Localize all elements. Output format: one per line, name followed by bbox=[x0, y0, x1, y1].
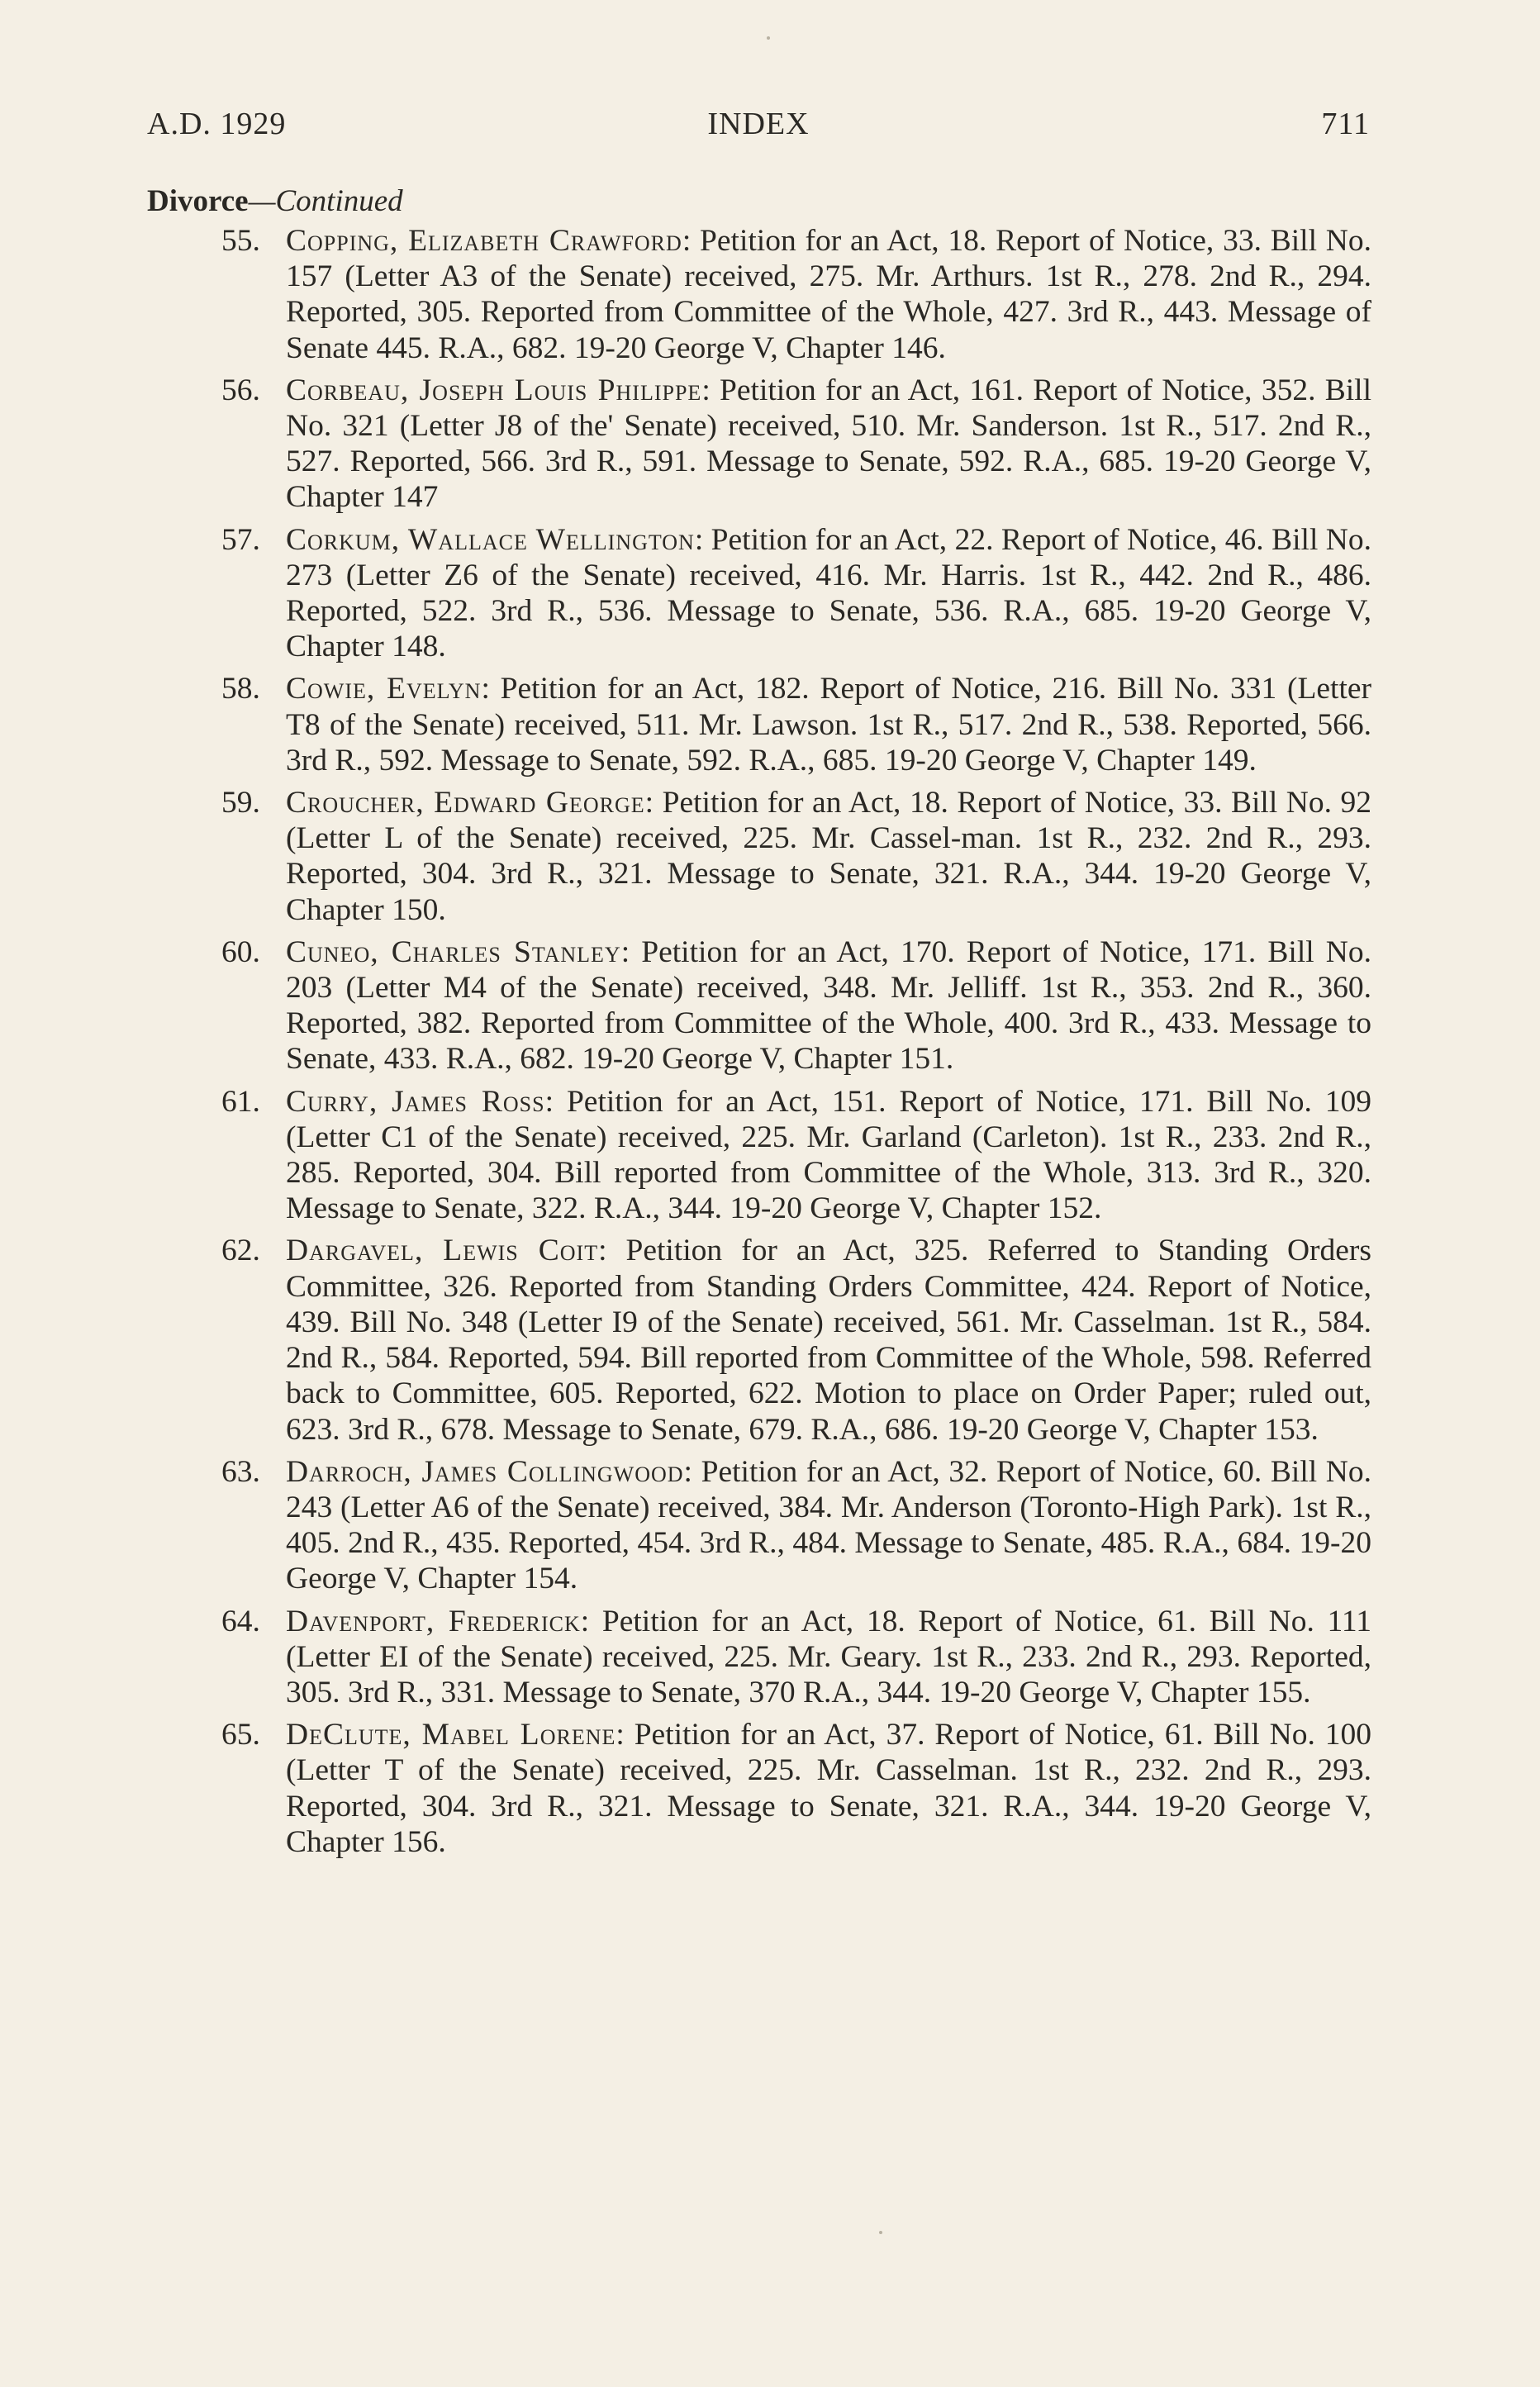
entry-name: Cowie, Evelyn bbox=[286, 672, 482, 706]
entry-name: DeClute, Mabel Lorene bbox=[286, 1718, 616, 1752]
entry-name: Copping, Elizabeth Crawford bbox=[286, 224, 682, 258]
section-heading-continued: —Continued bbox=[248, 184, 403, 218]
header-title: INDEX bbox=[707, 107, 810, 141]
entry-number: 65. bbox=[221, 1718, 260, 1752]
entry-text: Petition for an Act, 32. Report of Notice, 60. Bill No. 243 (Letter A6 of the Senate) received, 384. Mr. Anderson (Toronto-High Park). 1st R., 405. 2nd R., 435. Reported, 454. 3rd R., 484. Message to Senate, 485. R.A., 684. 19-20 George V, Chapter 154. bbox=[286, 1454, 1372, 1596]
entry-text: Petition for an Act, 325. Referred to Standing Orders Committee, 326. Reported from Standing Orders Committee, 424. Report of Notice, 439. Bill No. 348 (Letter I9 of the Senate) received, 561. Mr. Casselman. 1st R., 584. 2nd R., 584. Reported, 594. Bill reported from Committee of the Whole, 598. Referred back to Committee, 605. Reported, 622. Motion to place on Order Paper; ruled out, 623. 3rd R., 678. Message to Senate, 679. R.A., 686. 19-20 George V, Chapter 153. bbox=[286, 1234, 1371, 1447]
entry-number: 62. bbox=[221, 1234, 260, 1268]
index-entry: 57. Corkum, Wallace Wellington: Petition for an Act, 22. Report of Notice, 46. Bill No. 273 (Letter Z6 of the Senate) received, 416. Mr. Harris. 1st R., 442. 2nd R., 486. Reported, 522. 3rd R., 536. Message to Senate, 536. R.A., 685. 19-20 George V, Chapter 148. bbox=[221, 522, 1371, 664]
entry-text: Petition for an Act, 151. Report of Notice, 171. Bill No. 109 (Letter C1 of the Senate) received, 225. Mr. Garland (Carleton). 1st R., 233. 2nd R., 285. Reported, 304. Bill reported from Committee of the Whole, 313. 3rd R., 320. Message to Senate, 322. R.A., 344. 19-20 George V, Chapter 152. bbox=[286, 1084, 1372, 1226]
index-entry: 58. Cowie, Evelyn: Petition for an Act, 182. Report of Notice, 216. Bill No. 331 (Letter T8 of the Senate) received, 511. Mr. Lawson. 1st R., 517. 2nd R., 538. Reported, 566. 3rd R., 592. Message to Senate, 592. R.A., 685. 19-20 George V, Chapter 149. bbox=[221, 672, 1371, 777]
index-entry: 60. Cuneo, Charles Stanley: Petition for an Act, 170. Report of Notice, 171. Bill No. 203 (Letter M4 of the Senate) received, 348. Mr. Jelliff. 1st R., 353. 2nd R., 360. Reported, 382. Reported from Committee of the Whole, 400. 3rd R., 433. Message to Senate, 433. R.A., 682. 19-20 George V, Chapter 151. bbox=[221, 934, 1372, 1077]
entry-number: 61. bbox=[221, 1084, 260, 1119]
index-entry: 63. Darroch, James Collingwood: Petition for an Act, 32. Report of Notice, 60. Bill No. 243 (Letter A6 of the Senate) received, 384. Mr. Anderson (Toronto-High Park). 1st R., 405. 2nd R., 435. Reported, 454. 3rd R., 484. Message to Senate, 485. R.A., 684. 19-20 George V, Chapter 154. bbox=[221, 1454, 1372, 1596]
entry-number: 55. bbox=[221, 224, 260, 258]
entry-name: Cuneo, Charles Stanley bbox=[286, 934, 621, 969]
entry-name: Curry, James Ross bbox=[286, 1084, 545, 1119]
page-number: 711 bbox=[1321, 107, 1370, 141]
entry-text: Petition for an Act, 182. Report of Notice, 216. Bill No. 331 (Letter T8 of the Senate) received, 511. Mr. Lawson. 1st R., 517. 2nd R., 538. Reported, 566. 3rd R., 592. Message to Senate, 592. R.A., 685. 19-20 George V, Chapter 149. bbox=[286, 672, 1371, 777]
paper-speck bbox=[879, 2231, 882, 2234]
entry-text: Petition for an Act, 170. Report of Notice, 171. Bill No. 203 (Letter M4 of the Senate) received, 348. Mr. Jelliff. 1st R., 353. 2nd R., 360. Reported, 382. Reported from Committee of the Whole, 400. 3rd R., 433. Message to Senate, 433. R.A., 682. 19-20 George V, Chapter 151. bbox=[286, 934, 1372, 1077]
entry-name: Corkum, Wallace Wellington bbox=[286, 522, 695, 557]
section-heading bbox=[147, 183, 403, 219]
entry-number: 57. bbox=[221, 522, 260, 557]
entry-text: Petition for an Act, 18. Report of Notice, 33. Bill No. 92 (Letter L of the Senate) received, 225. Mr. Cassel-man. 1st R., 232. 2nd R., 293. Reported, 304. 3rd R., 321. Message to Senate, 321. R.A., 344. 19-20 George V, Chapter 150. bbox=[286, 786, 1371, 927]
entry-name: Davenport, Frederick bbox=[286, 1604, 581, 1638]
entry-number: 60. bbox=[221, 934, 260, 969]
index-entry: 61. Curry, James Ross: Petition for an Act, 151. Report of Notice, 171. Bill No. 109 (Letter C1 of the Senate) received, 225. Mr. Garland (Carleton). 1st R., 233. 2nd R., 285. Reported, 304. Bill reported from Committee of the Whole, 313. 3rd R., 320. Message to Senate, 322. R.A., 344. 19-20 George V, Chapter 152. bbox=[221, 1084, 1372, 1226]
index-entry: 56. Corbeau, Joseph Louis Philippe: Petition for an Act, 161. Report of Notice, 352. Bill No. 321 (Letter J8 of the' Senate) received, 510. Mr. Sanderson. 1st R., 517. 2nd R., 527. Reported, 566. 3rd R., 591. Message to Senate, 592. R.A., 685. 19-20 George V, Chapter 147 bbox=[221, 373, 1372, 515]
index-entry: 62. Dargavel, Lewis Coit: Petition for an Act, 325. Referred to Standing Orders Committee, 326. Reported from Standing Orders Committee, 424. Report of Notice, 439. Bill No. 348 (Letter I9 of the Senate) received, 561. Mr. Casselman. 1st R., 584. 2nd R., 584. Reported, 594. Bill reported from Committee of the Whole, 598. Referred back to Committee, 605. Reported, 622. Motion to place on Order Paper; ruled out, 623. 3rd R., 678. Message to Senate, 679. R.A., 686. 19-20 George V, Chapter 153. bbox=[221, 1234, 1371, 1447]
entry-number: 59. bbox=[221, 786, 260, 820]
index-entry: 65. DeClute, Mabel Lorene: Petition for an Act, 37. Report of Notice, 61. Bill No. 100 (Letter T of the Senate) received, 225. Mr. Casselman. 1st R., 232. 2nd R., 293. Reported, 304. 3rd R., 321. Message to Senate, 321. R.A., 344. 19-20 George V, Chapter 156. bbox=[221, 1718, 1371, 1859]
page-header bbox=[147, 106, 1370, 155]
entry-name: Darroch, James Collingwood bbox=[286, 1454, 684, 1489]
index-entry: 59. Croucher, Edward George: Petition for an Act, 18. Report of Notice, 33. Bill No. 92 (Letter L of the Senate) received, 225. Mr. Cassel-man. 1st R., 232. 2nd R., 293. Reported, 304. 3rd R., 321. Message to Senate, 321. R.A., 344. 19-20 George V, Chapter 150. bbox=[221, 786, 1371, 927]
entry-name: Croucher, Edward George bbox=[286, 786, 645, 820]
index-entry: 55. Copping, Elizabeth Crawford: Petition for an Act, 18. Report of Notice, 33. Bill No. 157 (Letter A3 of the Senate) received, 275. Mr. Arthurs. 1st R., 278. 2nd R., 294. Reported, 305. Reported from Committee of the Whole, 427. 3rd R., 443. Message of Senate 445. R.A., 682. 19-20 George V, Chapter 146. bbox=[221, 224, 1372, 365]
entry-text: Petition for an Act, 18. Report of Notice, 61. Bill No. 111 (Letter EI of the Senate) received, 225. Mr. Geary. 1st R., 233. 2nd R., 293. Reported, 305. 3rd R., 331. Message to Senate, 370 R.A., 344. 19-20 George V, Chapter 155. bbox=[286, 1604, 1371, 1709]
index-entries bbox=[147, 223, 1371, 1866]
entry-text: Petition for an Act, 18. Report of Notice, 33. Bill No. 157 (Letter A3 of the Senate) received, 275. Mr. Arthurs. 1st R., 278. 2nd R., 294. Reported, 305. Reported from Committee of the Whole, 427. 3rd R., 443. Message of Senate 445. R.A., 682. 19-20 George V, Chapter 146. bbox=[286, 224, 1372, 365]
entry-name: Corbeau, Joseph Louis Philippe bbox=[286, 373, 702, 407]
index-entry: 64. Davenport, Frederick: Petition for an Act, 18. Report of Notice, 61. Bill No. 111 (Letter EI of the Senate) received, 225. Mr. Geary. 1st R., 233. 2nd R., 293. Reported, 305. 3rd R., 331. Message to Senate, 370 R.A., 344. 19-20 George V, Chapter 155. bbox=[221, 1604, 1371, 1709]
entry-text: Petition for an Act, 22. Report of Notice, 46. Bill No. 273 (Letter Z6 of the Senate) received, 416. Mr. Harris. 1st R., 442. 2nd R., 486. Reported, 522. 3rd R., 536. Message to Senate, 536. R.A., 685. 19-20 George V, Chapter 148. bbox=[286, 522, 1371, 664]
entry-number: 58. bbox=[221, 672, 260, 706]
entry-name: Dargavel, Lewis Coit bbox=[286, 1234, 599, 1268]
entry-number: 64. bbox=[221, 1604, 260, 1638]
entry-number: 63. bbox=[221, 1454, 260, 1489]
entry-number: 56. bbox=[221, 373, 260, 407]
entry-text: Petition for an Act, 161. Report of Notice, 352. Bill No. 321 (Letter J8 of the' Senate) received, 510. Mr. Sanderson. 1st R., 517. 2nd R., 527. Reported, 566. 3rd R., 591. Message to Senate, 592. R.A., 685. 19-20 George V, Chapter 147 bbox=[286, 373, 1372, 515]
entry-text: Petition for an Act, 37. Report of Notice, 61. Bill No. 100 (Letter T of the Senate) received, 225. Mr. Casselman. 1st R., 232. 2nd R., 293. Reported, 304. 3rd R., 321. Message to Senate, 321. R.A., 344. 19-20 George V, Chapter 156. bbox=[286, 1718, 1371, 1859]
header-year: A.D. 1929 bbox=[147, 107, 287, 141]
paper-speck bbox=[767, 36, 770, 40]
section-heading-label: Divorce bbox=[147, 184, 249, 218]
